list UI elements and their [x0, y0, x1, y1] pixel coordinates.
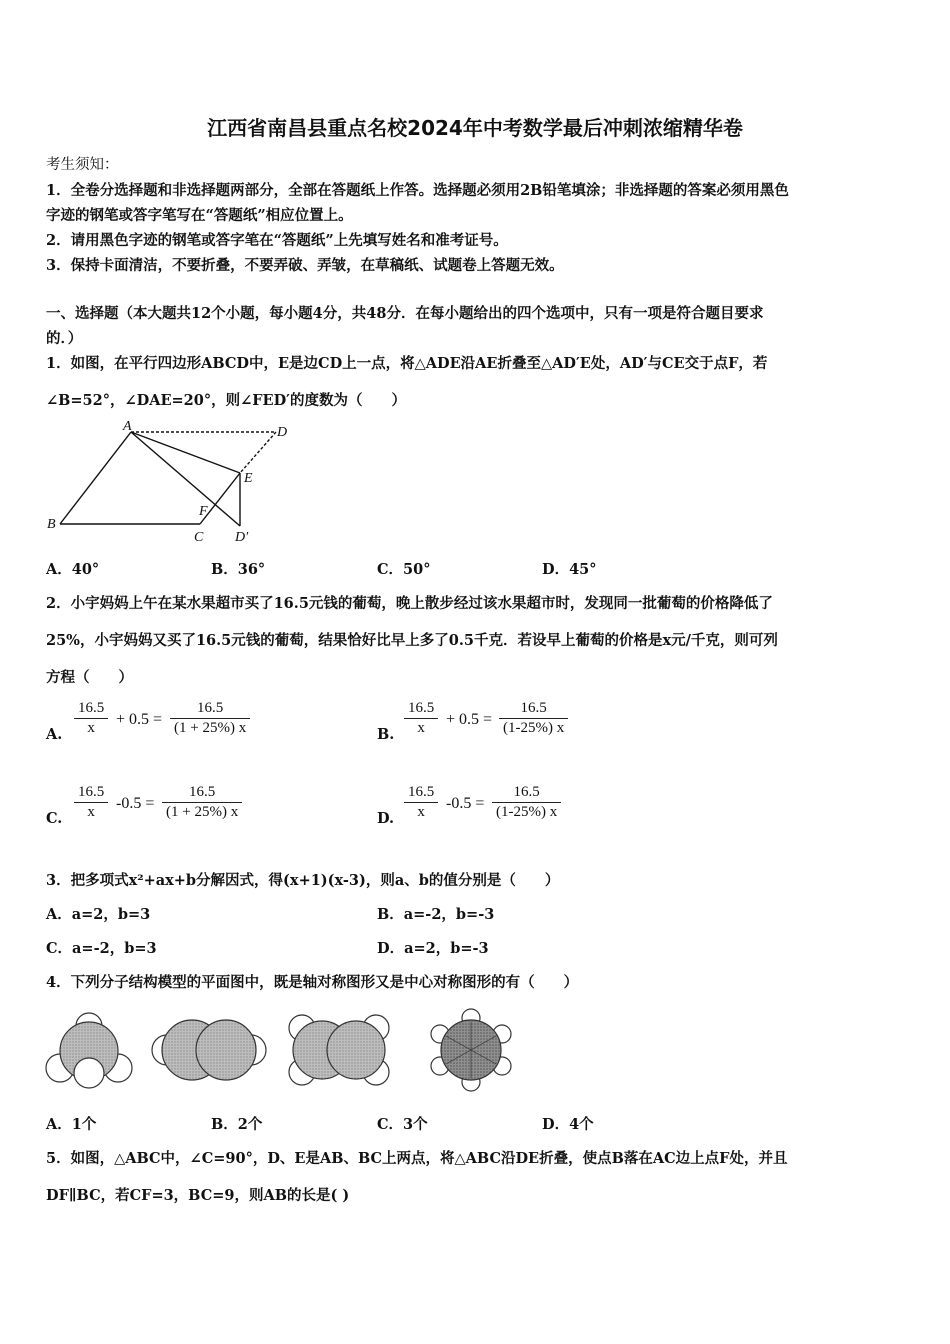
notice-line-2: 2．请用黑色字迹的钢笔或答字笔在“答题纸”上先填写姓名和准考证号。 — [46, 232, 508, 249]
q2-d-frac-right — [492, 784, 561, 821]
label-d: D — [277, 425, 288, 440]
q2-d-right-num: 16.5 — [513, 784, 540, 800]
q2-b-right-num: 16.5 — [520, 700, 547, 716]
q2-a-op: + 0.5 = — [116, 711, 163, 728]
q2-option-d-label[interactable]: D. — [377, 810, 395, 827]
molecule-2 — [152, 1020, 266, 1080]
section-heading-line-2: 的．） — [46, 330, 83, 347]
q2-d-left-den: x — [417, 804, 425, 820]
q4-molecule-figures — [42, 1008, 512, 1096]
notice-line-3: 3．保持卡面清洁，不要折叠，不要弄破、弄皱，在草稿纸、试题卷上答题无效。 — [46, 257, 564, 274]
q2-c-left-num: 16.5 — [78, 784, 105, 800]
q2-b-left-den: x — [417, 720, 425, 736]
molecule-4 — [431, 1009, 511, 1091]
page-title: 江西省南昌县重点名校2024年中考数学最后冲刺浓缩精华卷 — [207, 116, 743, 140]
q2-d-right-den: (1-25%) x — [496, 804, 558, 820]
molecule-3 — [289, 1015, 389, 1085]
q2-a-left-den: x — [87, 720, 95, 736]
q2-option-a-label[interactable]: A. — [46, 726, 63, 743]
q3-option-d[interactable]: D．a=2，b=-3 — [377, 940, 489, 957]
label-f: F — [199, 504, 208, 519]
q1-parallelogram-figure — [44, 418, 294, 548]
edge-de-dashed — [240, 432, 276, 473]
q4-option-c[interactable]: C．3个 — [377, 1116, 428, 1133]
edge-ab — [60, 432, 131, 524]
q2-c-right-den: (1 + 25%) x — [166, 804, 239, 820]
q1-line-1: 1．如图，在平行四边形ABCD中，E是边CD上一点，将△ADE沿AE折叠至△AD′E处，AD′与CE交于点F，若 — [46, 355, 768, 372]
q2-d-frac-left — [404, 784, 438, 821]
label-a: A — [123, 419, 132, 434]
q2-b-left-num: 16.5 — [408, 700, 435, 716]
q1-option-d[interactable]: D．45° — [542, 561, 597, 578]
q2-b-right-den: (1-25%) x — [503, 720, 565, 736]
q2-c-frac-left — [74, 784, 108, 821]
section-heading-line-1: 一、选择题（本大题共12个小题，每小题4分，共48分．在每小题给出的四个选项中，只有一项是符合题目要求 — [46, 305, 764, 322]
notice-line-1a: 1．全卷分选择题和非选择题两部分，全部在答题纸上作答。选择题必须用2B铅笔填涂；非选择题的答案必须用黑色 — [46, 182, 789, 199]
q5-line-2: DF∥BC，若CF=3，BC=9，则AB的长是( ) — [46, 1187, 350, 1204]
q2-c-frac-right — [162, 784, 242, 821]
q4-option-b[interactable]: B．2个 — [211, 1116, 263, 1133]
molecule-1 — [46, 1013, 132, 1088]
q2-option-c-label[interactable]: C. — [46, 810, 63, 827]
edge-ae — [131, 432, 240, 473]
q3-option-c[interactable]: C．a=-2，b=3 — [46, 940, 157, 957]
q4-option-a[interactable]: A．1个 — [46, 1116, 97, 1133]
q2-a-right-den: (1 + 25%) x — [174, 720, 247, 736]
q2-c-op: -0.5 = — [116, 795, 155, 812]
label-e: E — [244, 471, 253, 486]
q2-c-right-num: 16.5 — [188, 784, 216, 800]
q2-b-op: + 0.5 = — [446, 711, 493, 728]
label-c: C — [194, 530, 204, 545]
q2-a-left-num: 16.5 — [78, 700, 105, 716]
q3-line-1: 3．把多项式x²+ax+b分解因式，得(x+1)(x-3)，则a、b的值分别是（ ） — [46, 872, 560, 889]
q1-option-b[interactable]: B．36° — [211, 561, 266, 578]
q1-option-c[interactable]: C．50° — [377, 561, 431, 578]
q2-c-left-den: x — [87, 804, 95, 820]
q5-line-1: 5．如图，△ABC中，∠C=90°，D、E是AB、BC上两点，将△ABC沿DE折叠，使点B落在AC边上点F处，并且 — [46, 1150, 788, 1167]
q1-option-a[interactable]: A．40° — [46, 561, 100, 578]
q4-line-1: 4．下列分子结构模型的平面图中，既是轴对称图形又是中心对称图形的有（ ） — [46, 974, 579, 991]
q4-option-d[interactable]: D．4个 — [542, 1116, 594, 1133]
notice-line-1b: 字迹的钢笔或答字笔写在“答题纸”相应位置上。 — [46, 207, 353, 224]
q2-option-b-label[interactable]: B. — [377, 726, 395, 743]
q3-option-a[interactable]: A．a=2，b=3 — [46, 906, 151, 923]
q1-line-2: ∠B=52°，∠DAE=20°，则∠FED′的度数为（ ） — [46, 392, 406, 409]
q2-d-op: -0.5 = — [446, 795, 485, 812]
q2-line-3: 方程（ ） — [46, 669, 133, 686]
q2-line-2: 25%，小宇妈妈又买了16.5元钱的葡萄，结果恰好比早上多了0.5千克．若设早上葡萄的价格是x元/千克，则可列 — [46, 632, 778, 649]
q2-a-frac-right — [170, 700, 250, 737]
q3-option-b[interactable]: B．a=-2，b=-3 — [377, 906, 495, 923]
q2-d-left-num: 16.5 — [408, 784, 435, 800]
notice-heading: 考生须知： — [46, 157, 119, 173]
q2-line-1: 2．小宇妈妈上午在某水果超市买了16.5元钱的葡萄，晚上散步经过该水果超市时，发现同一批葡萄的价格降低了 — [46, 595, 773, 612]
q2-b-frac-left — [404, 700, 438, 737]
q2-b-frac-right — [499, 700, 568, 737]
edge-ad2 — [131, 432, 240, 526]
label-d-prime: D′ — [235, 530, 249, 545]
q2-a-frac-left — [74, 700, 108, 737]
q2-a-right-num: 16.5 — [196, 700, 224, 716]
label-b: B — [47, 517, 56, 532]
